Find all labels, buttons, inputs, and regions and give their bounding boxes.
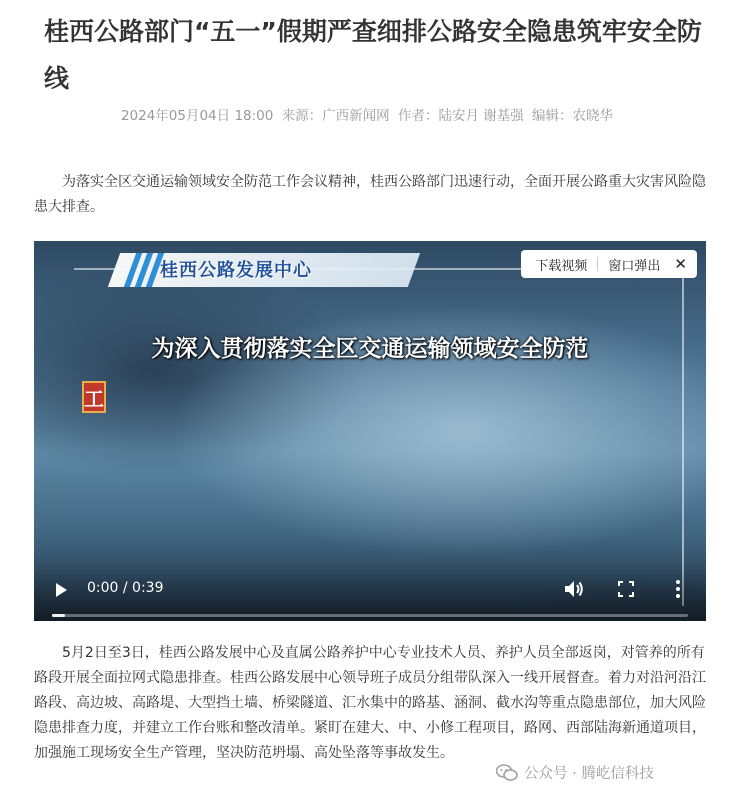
popout-window-button[interactable]: 窗口弹出 [608,258,661,274]
toolbar-divider [597,257,598,271]
wechat-watermark [496,762,654,783]
play-icon[interactable] [56,583,67,597]
video-time: 0:00 / 0:39 [87,580,164,596]
video-side-mark: 工 [82,381,106,413]
body-paragraph: 5月2日至3日，桂西公路发展中心及直属公路养护中心专业技术人员、养护人员全部返岗，对管养的所有路段开展全面拉网式隐患排查。桂西公路发展中心领导班子成员分组带队深入一线开展督查。着力对沿河沿江路段、高边坡、高路堤、大型挡土墙、桥梁隧道、汇水集中的路基、涵洞、截水沟等重点隐患部位，加大风险隐患排查力度，并建立工作台账和整改清单。紧盯在建大、中、小修工程项目，路网、西部陆海新通道项目，加强施工现场安全生产管理，坚决防范坍塌、高处坠落等事故发生。 [34,645,706,761]
video-banner-text: 桂西公路发展中心 [160,260,312,281]
article-meta [0,104,738,124]
video-progress-bar[interactable] [52,614,688,617]
watermark-text: 公众号 · 腾屹信科技 [524,766,654,782]
download-video-button[interactable]: 下载视频 [535,258,588,274]
video-controls [34,561,706,621]
more-options-icon[interactable] [676,580,680,598]
publish-datetime: 2024年05月04日 18:00 [120,108,274,124]
video-frame-decoration [74,268,684,606]
volume-icon[interactable] [563,579,585,599]
article-title: 桂西公路部门“五一”假期严查细排公路安全隐患筑牢安全防线 [44,17,702,93]
intro-paragraph: 为落实全区交通运输领域安全防范工作会议精神，桂西公路部门迅速行动，全面开展公路重大灾害风险隐患大排查。 [34,174,706,215]
video-progress-fill [52,614,65,617]
article-source: 来源：广西新闻网 [281,108,390,124]
video-player[interactable] [34,241,706,621]
video-subtitle: 为深入贯彻落实全区交通运输领域安全防范 [151,336,589,362]
fullscreen-icon[interactable] [617,580,635,598]
article-author: 作者：陆安月 谢基强 [397,108,524,124]
wechat-icon [496,764,518,782]
article-editor: 编辑：农晓华 [532,108,614,124]
close-icon[interactable]: ✕ [674,255,687,273]
video-toolbar [521,250,697,278]
